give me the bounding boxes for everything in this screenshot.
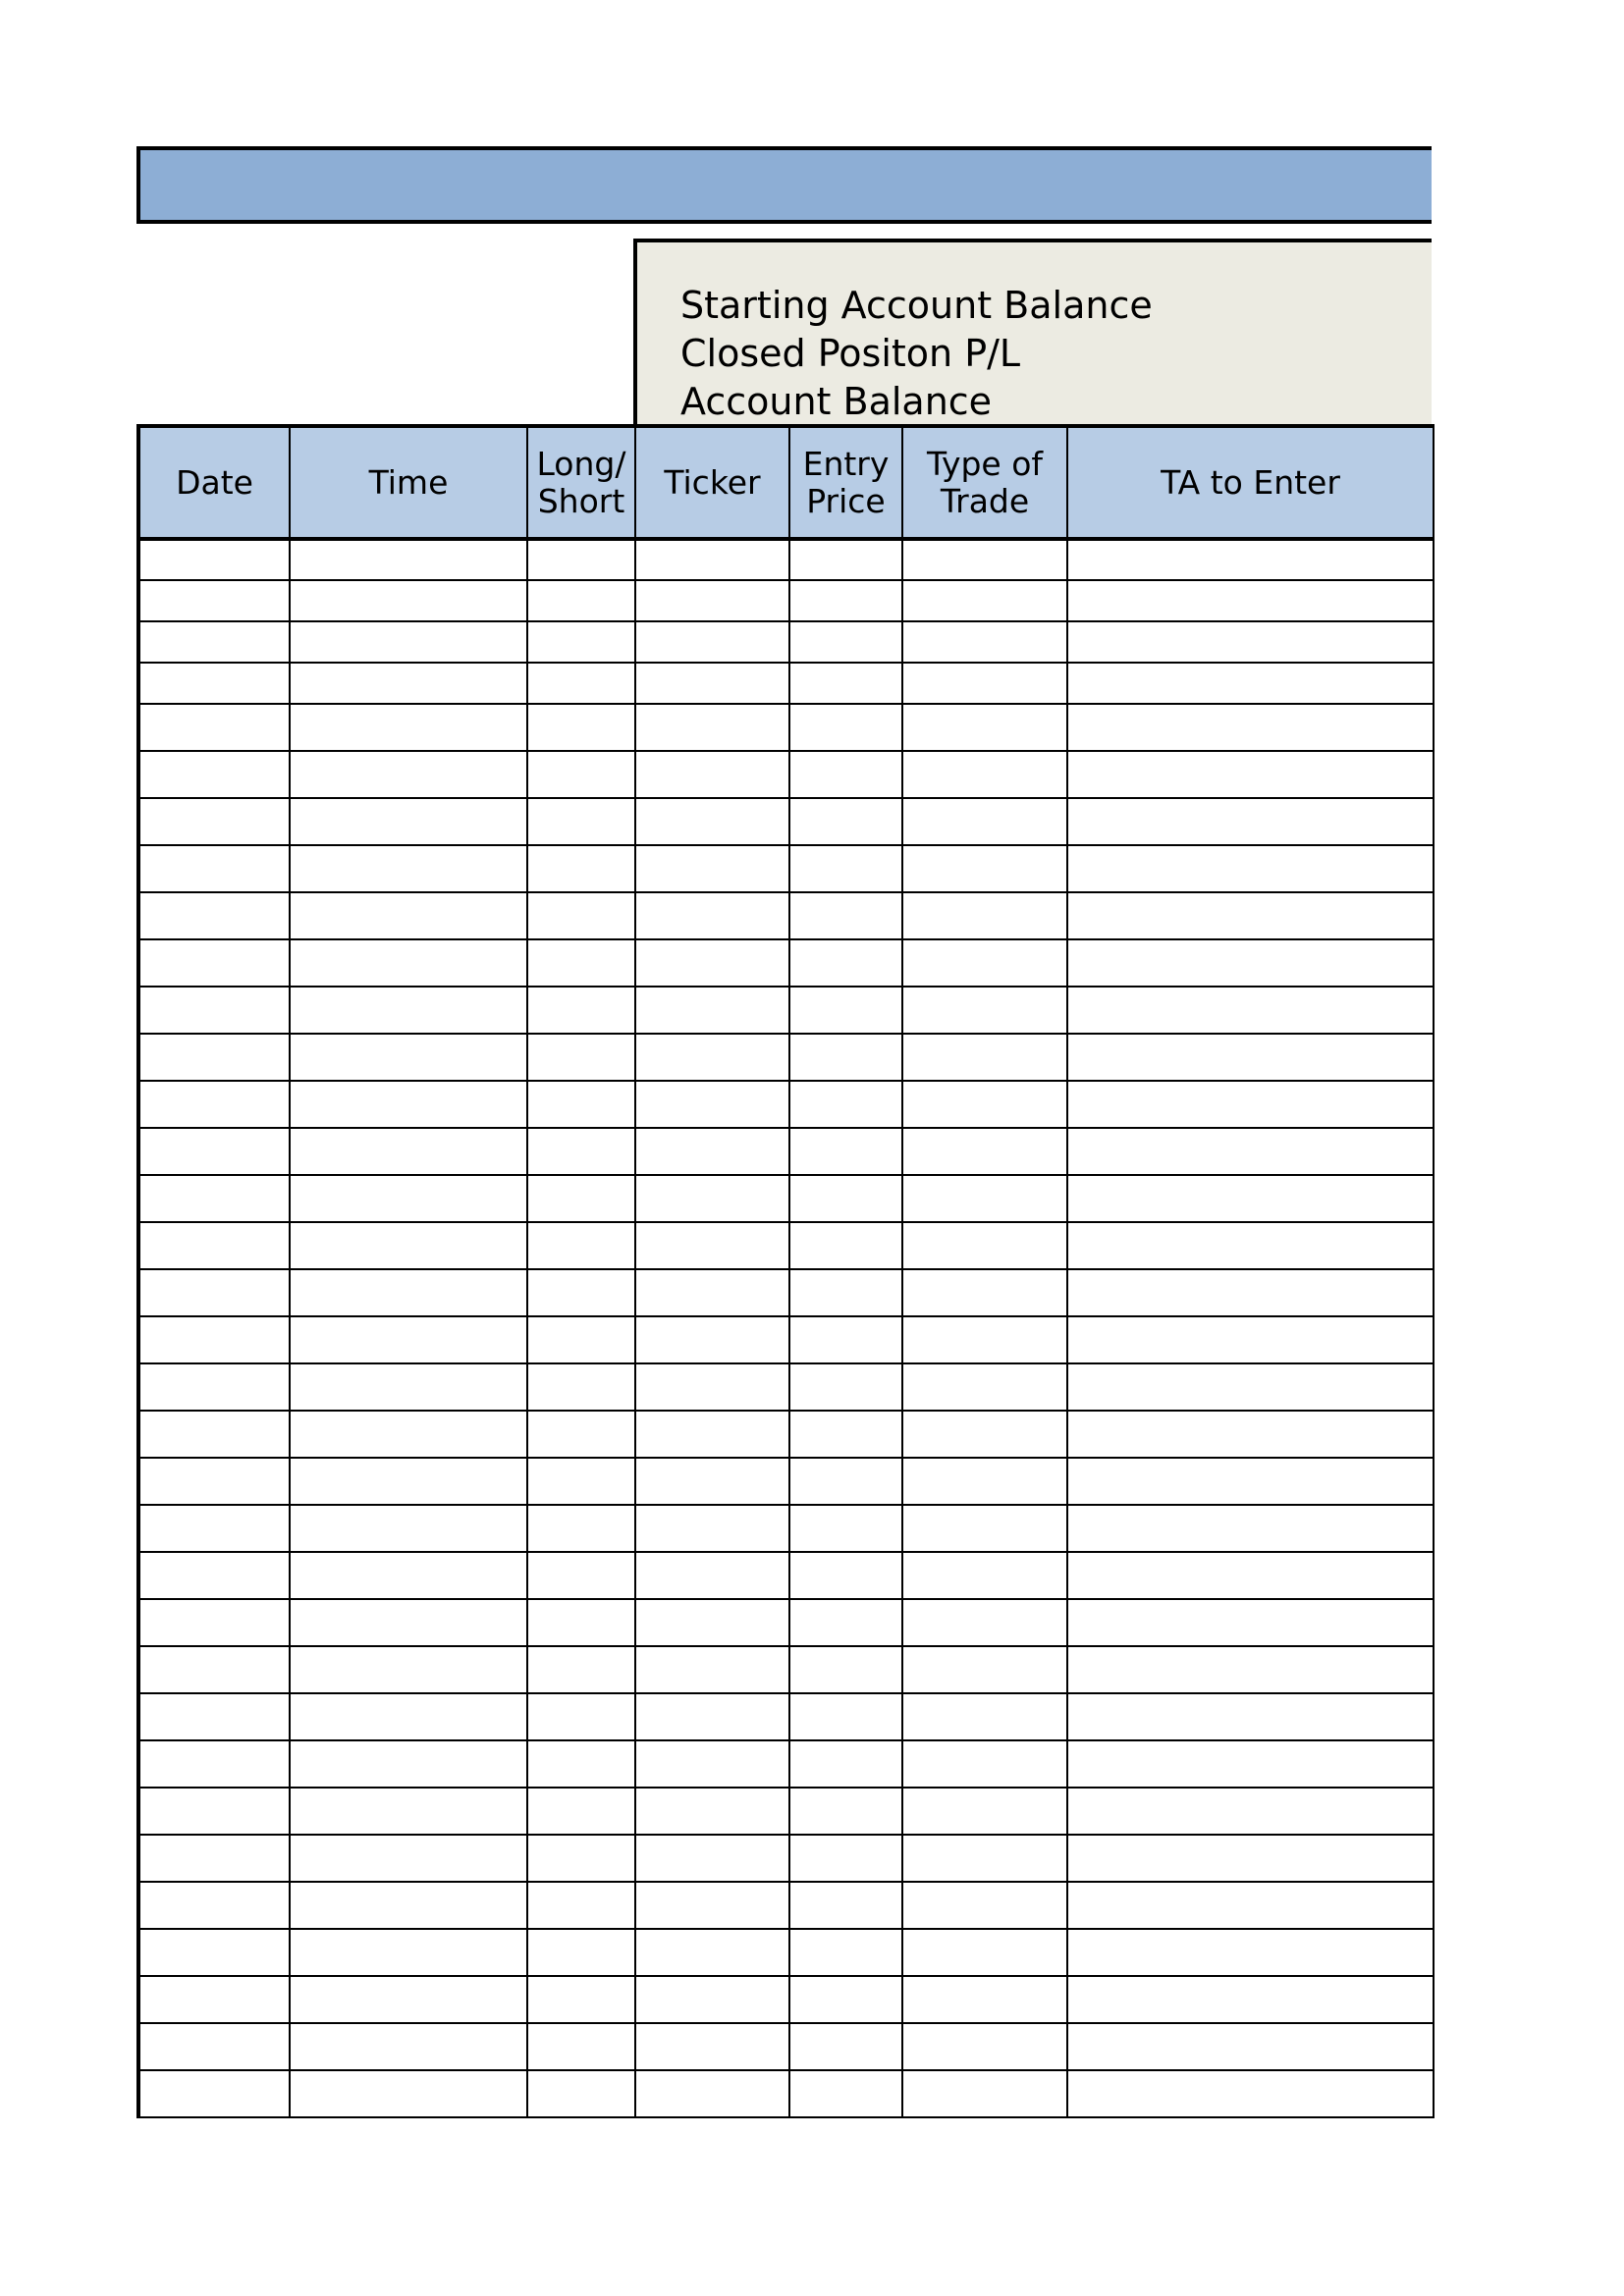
cell-entry-price[interactable] xyxy=(789,1505,902,1552)
cell-ta-to-enter[interactable] xyxy=(1067,1740,1434,1788)
column-header-entry-price: Entry Price xyxy=(789,426,902,539)
cell-date[interactable] xyxy=(138,1175,290,1222)
cell-entry-price[interactable] xyxy=(789,1552,902,1599)
cell-date[interactable] xyxy=(138,1882,290,1929)
cell-ta-to-enter[interactable] xyxy=(1067,663,1434,704)
cell-entry-price[interactable] xyxy=(789,892,902,939)
cell-date[interactable] xyxy=(138,987,290,1034)
cell-ta-to-enter[interactable] xyxy=(1067,621,1434,663)
cell-entry-price[interactable] xyxy=(789,1599,902,1646)
cell-entry-price[interactable] xyxy=(789,1976,902,2023)
cell-ta-to-enter[interactable] xyxy=(1067,1128,1434,1175)
cell-long-short[interactable] xyxy=(527,1740,635,1788)
cell-type-of-trade[interactable] xyxy=(902,987,1067,1034)
account-balance-label: Account Balance xyxy=(680,380,993,423)
cell-entry-price[interactable] xyxy=(789,1081,902,1128)
cell-entry-price[interactable] xyxy=(789,939,902,987)
cell-ta-to-enter[interactable] xyxy=(1067,1835,1434,1882)
cell-ticker[interactable] xyxy=(635,1458,789,1505)
cell-long-short[interactable] xyxy=(527,1788,635,1835)
table-row xyxy=(138,663,1434,704)
table-row xyxy=(138,1363,1434,1411)
cell-entry-price[interactable] xyxy=(789,1363,902,1411)
column-header-time: Time xyxy=(290,426,527,539)
cell-long-short[interactable] xyxy=(527,1552,635,1599)
table-row xyxy=(138,2023,1434,2070)
cell-type-of-trade[interactable] xyxy=(902,1646,1067,1693)
cell-ticker[interactable] xyxy=(635,1269,789,1316)
table-row xyxy=(138,751,1434,798)
cell-long-short[interactable] xyxy=(527,1458,635,1505)
cell-entry-price[interactable] xyxy=(789,2070,902,2117)
table-row xyxy=(138,1599,1434,1646)
cell-date[interactable] xyxy=(138,1034,290,1081)
cell-type-of-trade[interactable] xyxy=(902,539,1067,580)
column-header-long-short: Long/ Short xyxy=(527,426,635,539)
column-header-type-of-trade: Type of Trade xyxy=(902,426,1067,539)
cell-type-of-trade[interactable] xyxy=(902,1175,1067,1222)
cell-date[interactable] xyxy=(138,1788,290,1835)
cell-ta-to-enter[interactable] xyxy=(1067,1175,1434,1222)
cell-entry-price[interactable] xyxy=(789,1835,902,1882)
cell-type-of-trade[interactable] xyxy=(902,1411,1067,1458)
cell-type-of-trade[interactable] xyxy=(902,1740,1067,1788)
cell-type-of-trade[interactable] xyxy=(902,704,1067,751)
cell-entry-price[interactable] xyxy=(789,1458,902,1505)
cell-entry-price[interactable] xyxy=(789,1693,902,1740)
cell-time[interactable] xyxy=(290,580,527,621)
closed-position-pl-label: Closed Positon P/L xyxy=(680,332,1021,375)
table-row xyxy=(138,1316,1434,1363)
cell-type-of-trade[interactable] xyxy=(902,751,1067,798)
cell-date[interactable] xyxy=(138,1740,290,1788)
cell-long-short[interactable] xyxy=(527,1222,635,1269)
cell-ta-to-enter[interactable] xyxy=(1067,751,1434,798)
cell-ta-to-enter[interactable] xyxy=(1067,798,1434,845)
cell-time[interactable] xyxy=(290,751,527,798)
cell-ta-to-enter[interactable] xyxy=(1067,704,1434,751)
cell-date[interactable] xyxy=(138,1316,290,1363)
cell-date[interactable] xyxy=(138,939,290,987)
cell-long-short[interactable] xyxy=(527,845,635,892)
cell-ta-to-enter[interactable] xyxy=(1067,1363,1434,1411)
cell-ta-to-enter[interactable] xyxy=(1067,1599,1434,1646)
cell-time[interactable] xyxy=(290,1128,527,1175)
cell-long-short[interactable] xyxy=(527,1976,635,2023)
cell-ticker[interactable] xyxy=(635,539,789,580)
cell-ta-to-enter[interactable] xyxy=(1067,1882,1434,1929)
table-row xyxy=(138,1505,1434,1552)
table-row xyxy=(138,1882,1434,1929)
cell-ticker[interactable] xyxy=(635,1976,789,2023)
cell-ticker[interactable] xyxy=(635,704,789,751)
cell-long-short[interactable] xyxy=(527,1411,635,1458)
account-summary xyxy=(633,239,1432,424)
cell-ta-to-enter[interactable] xyxy=(1067,1034,1434,1081)
cell-entry-price[interactable] xyxy=(789,539,902,580)
table-row xyxy=(138,1835,1434,1882)
cell-ta-to-enter[interactable] xyxy=(1067,1505,1434,1552)
cell-ticker[interactable] xyxy=(635,1599,789,1646)
cell-date[interactable] xyxy=(138,1929,290,1976)
cell-ticker[interactable] xyxy=(635,580,789,621)
title-banner xyxy=(136,146,1432,224)
cell-date[interactable] xyxy=(138,798,290,845)
cell-long-short[interactable] xyxy=(527,1835,635,1882)
table-row xyxy=(138,1034,1434,1081)
cell-type-of-trade[interactable] xyxy=(902,2023,1067,2070)
cell-entry-price[interactable] xyxy=(789,1316,902,1363)
cell-long-short[interactable] xyxy=(527,892,635,939)
cell-time[interactable] xyxy=(290,2023,527,2070)
cell-date[interactable] xyxy=(138,663,290,704)
cell-ticker[interactable] xyxy=(635,663,789,704)
cell-long-short[interactable] xyxy=(527,1882,635,1929)
cell-long-short[interactable] xyxy=(527,1316,635,1363)
cell-ticker[interactable] xyxy=(635,621,789,663)
cell-ticker[interactable] xyxy=(635,1034,789,1081)
cell-time[interactable] xyxy=(290,1929,527,1976)
cell-ticker[interactable] xyxy=(635,1835,789,1882)
cell-time[interactable] xyxy=(290,1222,527,1269)
cell-time[interactable] xyxy=(290,1552,527,1599)
cell-date[interactable] xyxy=(138,1458,290,1505)
cell-time[interactable] xyxy=(290,1882,527,1929)
table-row xyxy=(138,1740,1434,1788)
cell-type-of-trade[interactable] xyxy=(902,1269,1067,1316)
cell-type-of-trade[interactable] xyxy=(902,798,1067,845)
cell-entry-price[interactable] xyxy=(789,2023,902,2070)
trade-rows xyxy=(138,539,1434,2117)
cell-ticker[interactable] xyxy=(635,1363,789,1411)
cell-entry-price[interactable] xyxy=(789,1269,902,1316)
cell-ta-to-enter[interactable] xyxy=(1067,1788,1434,1835)
cell-long-short[interactable] xyxy=(527,621,635,663)
cell-ticker[interactable] xyxy=(635,1552,789,1599)
table-row xyxy=(138,798,1434,845)
cell-long-short[interactable] xyxy=(527,1269,635,1316)
cell-type-of-trade[interactable] xyxy=(902,2070,1067,2117)
table-row xyxy=(138,939,1434,987)
cell-ticker[interactable] xyxy=(635,1316,789,1363)
cell-type-of-trade[interactable] xyxy=(902,1458,1067,1505)
column-header-ticker: Ticker xyxy=(635,426,789,539)
cell-entry-price[interactable] xyxy=(789,987,902,1034)
cell-date[interactable] xyxy=(138,1505,290,1552)
cell-long-short[interactable] xyxy=(527,751,635,798)
cell-time[interactable] xyxy=(290,1175,527,1222)
table-row xyxy=(138,2070,1434,2117)
cell-type-of-trade[interactable] xyxy=(902,1882,1067,1929)
cell-ticker[interactable] xyxy=(635,1505,789,1552)
cell-long-short[interactable] xyxy=(527,1128,635,1175)
cell-ticker[interactable] xyxy=(635,1411,789,1458)
cell-ta-to-enter[interactable] xyxy=(1067,1693,1434,1740)
cell-long-short[interactable] xyxy=(527,704,635,751)
cell-long-short[interactable] xyxy=(527,1081,635,1128)
cell-type-of-trade[interactable] xyxy=(902,845,1067,892)
cell-time[interactable] xyxy=(290,704,527,751)
cell-date[interactable] xyxy=(138,1128,290,1175)
cell-ticker[interactable] xyxy=(635,1128,789,1175)
cell-ticker[interactable] xyxy=(635,1929,789,1976)
cell-date[interactable] xyxy=(138,1835,290,1882)
cell-entry-price[interactable] xyxy=(789,751,902,798)
cell-ta-to-enter[interactable] xyxy=(1067,1552,1434,1599)
cell-type-of-trade[interactable] xyxy=(902,1316,1067,1363)
cell-ta-to-enter[interactable] xyxy=(1067,987,1434,1034)
cell-ta-to-enter[interactable] xyxy=(1067,939,1434,987)
cell-type-of-trade[interactable] xyxy=(902,892,1067,939)
cell-type-of-trade[interactable] xyxy=(902,1788,1067,1835)
cell-date[interactable] xyxy=(138,1081,290,1128)
cell-time[interactable] xyxy=(290,2070,527,2117)
table-row xyxy=(138,1458,1434,1505)
cell-long-short[interactable] xyxy=(527,798,635,845)
table-row xyxy=(138,621,1434,663)
cell-date[interactable] xyxy=(138,621,290,663)
cell-ticker[interactable] xyxy=(635,751,789,798)
cell-type-of-trade[interactable] xyxy=(902,580,1067,621)
cell-entry-price[interactable] xyxy=(789,845,902,892)
cell-ta-to-enter[interactable] xyxy=(1067,539,1434,580)
cell-ticker[interactable] xyxy=(635,1693,789,1740)
cell-time[interactable] xyxy=(290,1269,527,1316)
cell-date[interactable] xyxy=(138,1222,290,1269)
cell-ta-to-enter[interactable] xyxy=(1067,1411,1434,1458)
cell-time[interactable] xyxy=(290,892,527,939)
cell-time[interactable] xyxy=(290,1599,527,1646)
cell-ta-to-enter[interactable] xyxy=(1067,1929,1434,1976)
cell-ta-to-enter[interactable] xyxy=(1067,580,1434,621)
cell-long-short[interactable] xyxy=(527,1693,635,1740)
cell-time[interactable] xyxy=(290,539,527,580)
cell-ticker[interactable] xyxy=(635,1081,789,1128)
cell-type-of-trade[interactable] xyxy=(902,1693,1067,1740)
trade-log-table xyxy=(136,424,1435,2118)
cell-long-short[interactable] xyxy=(527,1363,635,1411)
cell-long-short[interactable] xyxy=(527,1034,635,1081)
cell-ta-to-enter[interactable] xyxy=(1067,2070,1434,2117)
cell-entry-price[interactable] xyxy=(789,798,902,845)
cell-long-short[interactable] xyxy=(527,987,635,1034)
table-row xyxy=(138,1646,1434,1693)
table-row xyxy=(138,704,1434,751)
cell-date[interactable] xyxy=(138,1646,290,1693)
table-row xyxy=(138,1222,1434,1269)
column-header-date: Date xyxy=(138,426,290,539)
cell-type-of-trade[interactable] xyxy=(902,1222,1067,1269)
table-row xyxy=(138,1929,1434,1976)
cell-entry-price[interactable] xyxy=(789,1175,902,1222)
cell-date[interactable] xyxy=(138,1693,290,1740)
cell-date[interactable] xyxy=(138,1363,290,1411)
cell-type-of-trade[interactable] xyxy=(902,1835,1067,1882)
cell-ta-to-enter[interactable] xyxy=(1067,1458,1434,1505)
cell-time[interactable] xyxy=(290,1363,527,1411)
cell-time[interactable] xyxy=(290,1646,527,1693)
cell-ta-to-enter[interactable] xyxy=(1067,845,1434,892)
cell-ta-to-enter[interactable] xyxy=(1067,1222,1434,1269)
cell-ticker[interactable] xyxy=(635,1788,789,1835)
cell-type-of-trade[interactable] xyxy=(902,621,1067,663)
cell-type-of-trade[interactable] xyxy=(902,1929,1067,1976)
cell-type-of-trade[interactable] xyxy=(902,1081,1067,1128)
cell-date[interactable] xyxy=(138,1411,290,1458)
cell-ticker[interactable] xyxy=(635,939,789,987)
cell-date[interactable] xyxy=(138,1552,290,1599)
table-row xyxy=(138,1269,1434,1316)
cell-entry-price[interactable] xyxy=(789,1646,902,1693)
cell-entry-price[interactable] xyxy=(789,704,902,751)
table-row xyxy=(138,987,1434,1034)
cell-ticker[interactable] xyxy=(635,2023,789,2070)
cell-ticker[interactable] xyxy=(635,798,789,845)
table-row xyxy=(138,845,1434,892)
column-header-ta-to-enter: TA to Enter xyxy=(1067,426,1434,539)
cell-date[interactable] xyxy=(138,1599,290,1646)
cell-time[interactable] xyxy=(290,1316,527,1363)
cell-long-short[interactable] xyxy=(527,539,635,580)
table-row xyxy=(138,1081,1434,1128)
cell-time[interactable] xyxy=(290,1976,527,2023)
cell-entry-price[interactable] xyxy=(789,1740,902,1788)
cell-time[interactable] xyxy=(290,1788,527,1835)
table-row xyxy=(138,1552,1434,1599)
cell-entry-price[interactable] xyxy=(789,1411,902,1458)
cell-long-short[interactable] xyxy=(527,1599,635,1646)
cell-date[interactable] xyxy=(138,580,290,621)
cell-date[interactable] xyxy=(138,539,290,580)
cell-entry-price[interactable] xyxy=(789,1128,902,1175)
cell-long-short[interactable] xyxy=(527,1505,635,1552)
cell-type-of-trade[interactable] xyxy=(902,1552,1067,1599)
table-row xyxy=(138,1175,1434,1222)
cell-ta-to-enter[interactable] xyxy=(1067,1976,1434,2023)
cell-type-of-trade[interactable] xyxy=(902,1034,1067,1081)
cell-date[interactable] xyxy=(138,1976,290,2023)
cell-long-short[interactable] xyxy=(527,580,635,621)
cell-type-of-trade[interactable] xyxy=(902,1128,1067,1175)
cell-ta-to-enter[interactable] xyxy=(1067,1646,1434,1693)
cell-entry-price[interactable] xyxy=(789,1034,902,1081)
cell-ta-to-enter[interactable] xyxy=(1067,1081,1434,1128)
cell-long-short[interactable] xyxy=(527,939,635,987)
table-row xyxy=(138,580,1434,621)
cell-time[interactable] xyxy=(290,1411,527,1458)
cell-ticker[interactable] xyxy=(635,1222,789,1269)
cell-time[interactable] xyxy=(290,1693,527,1740)
cell-entry-price[interactable] xyxy=(789,1929,902,1976)
cell-date[interactable] xyxy=(138,2023,290,2070)
cell-ta-to-enter[interactable] xyxy=(1067,2023,1434,2070)
cell-type-of-trade[interactable] xyxy=(902,1599,1067,1646)
table-header-row xyxy=(138,426,1434,539)
cell-long-short[interactable] xyxy=(527,2070,635,2117)
cell-time[interactable] xyxy=(290,845,527,892)
cell-type-of-trade[interactable] xyxy=(902,1505,1067,1552)
cell-long-short[interactable] xyxy=(527,663,635,704)
cell-time[interactable] xyxy=(290,1835,527,1882)
cell-time[interactable] xyxy=(290,1034,527,1081)
cell-entry-price[interactable] xyxy=(789,663,902,704)
cell-ticker[interactable] xyxy=(635,1646,789,1693)
cell-time[interactable] xyxy=(290,987,527,1034)
table-row xyxy=(138,539,1434,580)
table-row xyxy=(138,1788,1434,1835)
cell-date[interactable] xyxy=(138,845,290,892)
cell-time[interactable] xyxy=(290,1458,527,1505)
cell-type-of-trade[interactable] xyxy=(902,939,1067,987)
cell-time[interactable] xyxy=(290,798,527,845)
cell-ticker[interactable] xyxy=(635,1740,789,1788)
cell-date[interactable] xyxy=(138,704,290,751)
cell-ticker[interactable] xyxy=(635,845,789,892)
cell-ta-to-enter[interactable] xyxy=(1067,1269,1434,1316)
cell-entry-price[interactable] xyxy=(789,580,902,621)
cell-type-of-trade[interactable] xyxy=(902,663,1067,704)
cell-ticker[interactable] xyxy=(635,2070,789,2117)
table-row xyxy=(138,1976,1434,2023)
cell-date[interactable] xyxy=(138,751,290,798)
cell-entry-price[interactable] xyxy=(789,621,902,663)
table-row xyxy=(138,1128,1434,1175)
table-row xyxy=(138,1411,1434,1458)
cell-ticker[interactable] xyxy=(635,892,789,939)
cell-date[interactable] xyxy=(138,2070,290,2117)
cell-entry-price[interactable] xyxy=(789,1788,902,1835)
cell-entry-price[interactable] xyxy=(789,1222,902,1269)
cell-ticker[interactable] xyxy=(635,1175,789,1222)
cell-date[interactable] xyxy=(138,892,290,939)
cell-type-of-trade[interactable] xyxy=(902,1976,1067,2023)
cell-time[interactable] xyxy=(290,621,527,663)
cell-ta-to-enter[interactable] xyxy=(1067,1316,1434,1363)
table-row xyxy=(138,892,1434,939)
starting-balance-label: Starting Account Balance xyxy=(680,284,1153,327)
cell-time[interactable] xyxy=(290,1081,527,1128)
cell-time[interactable] xyxy=(290,1505,527,1552)
cell-date[interactable] xyxy=(138,1269,290,1316)
cell-long-short[interactable] xyxy=(527,1646,635,1693)
cell-time[interactable] xyxy=(290,939,527,987)
cell-long-short[interactable] xyxy=(527,2023,635,2070)
cell-long-short[interactable] xyxy=(527,1175,635,1222)
cell-entry-price[interactable] xyxy=(789,1882,902,1929)
cell-ticker[interactable] xyxy=(635,987,789,1034)
table-row xyxy=(138,1693,1434,1740)
cell-ticker[interactable] xyxy=(635,1882,789,1929)
cell-long-short[interactable] xyxy=(527,1929,635,1976)
cell-time[interactable] xyxy=(290,663,527,704)
cell-time[interactable] xyxy=(290,1740,527,1788)
cell-ta-to-enter[interactable] xyxy=(1067,892,1434,939)
cell-type-of-trade[interactable] xyxy=(902,1363,1067,1411)
